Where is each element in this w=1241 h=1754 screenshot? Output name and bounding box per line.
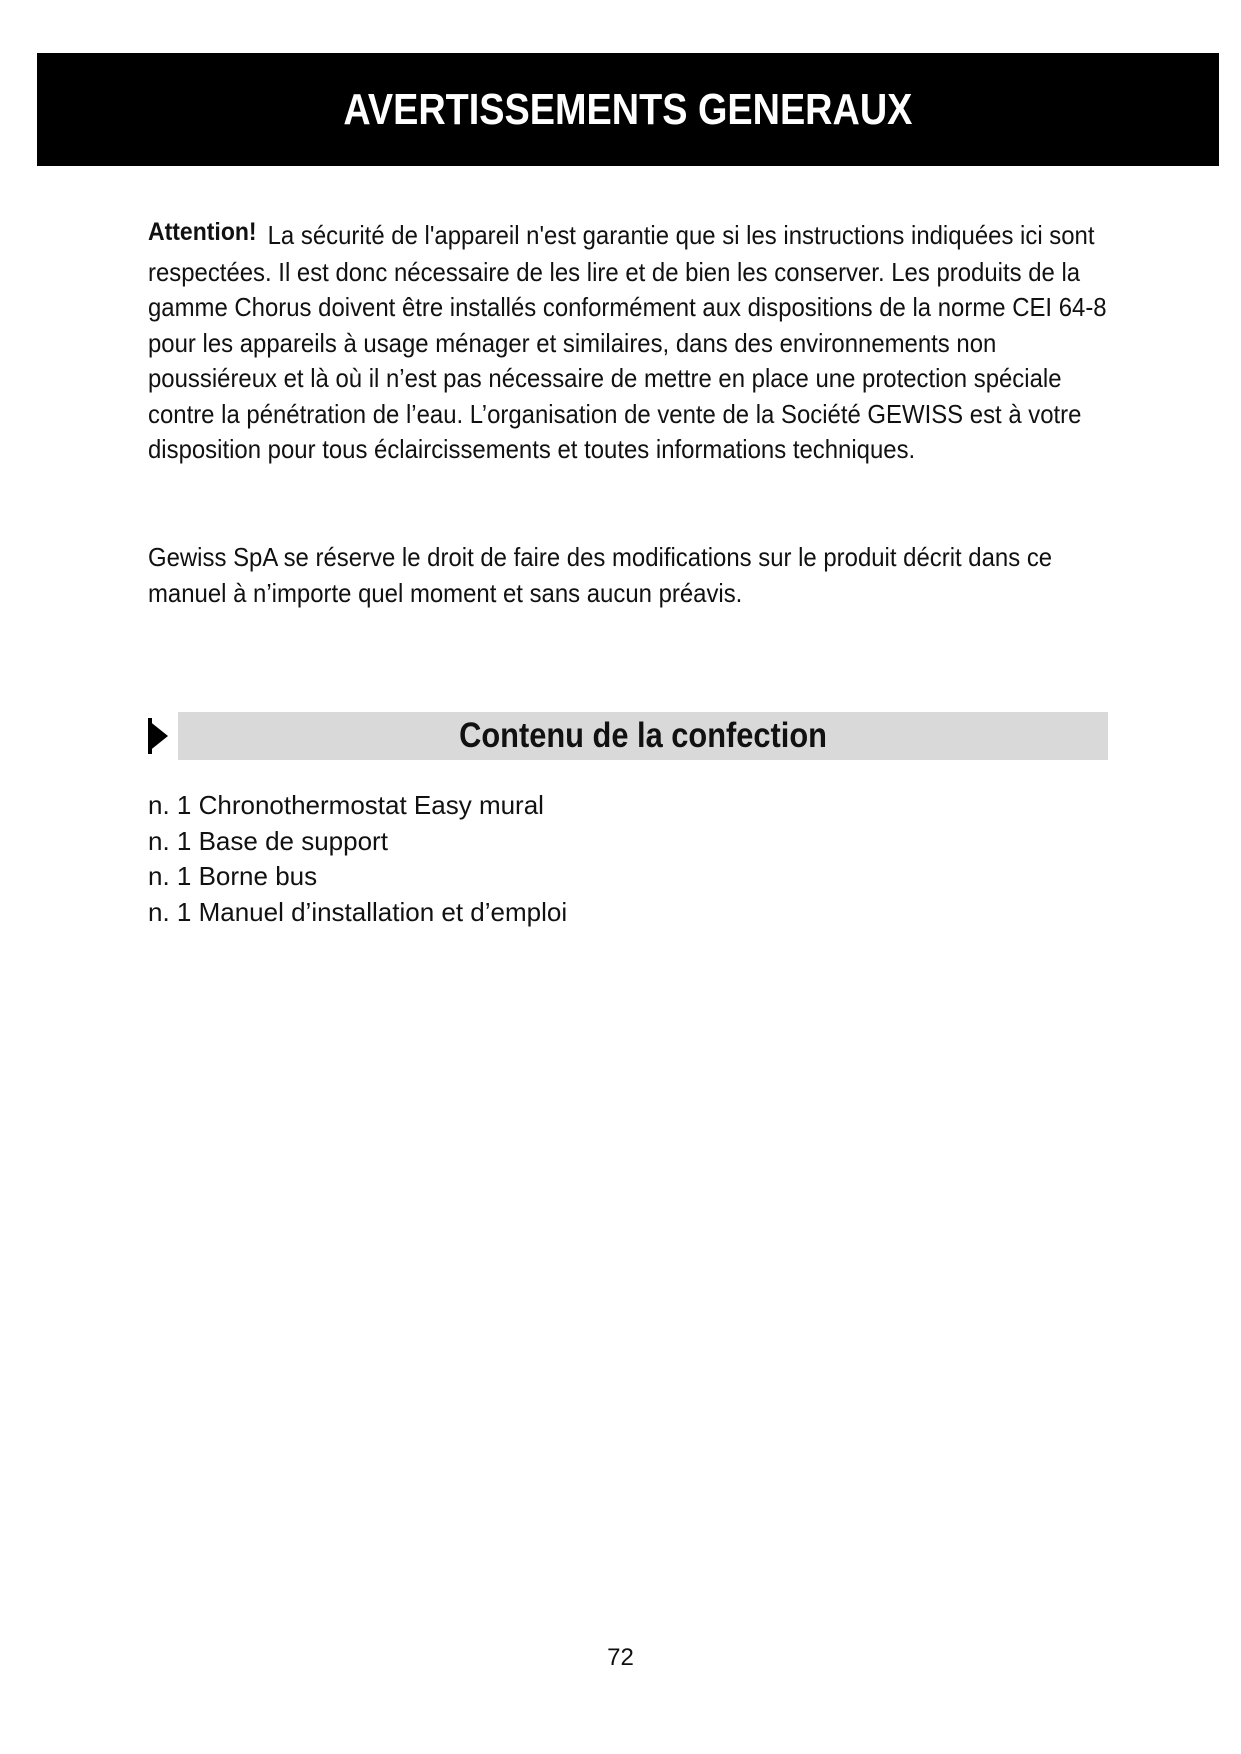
contents-list [148,788,567,930]
list-item: n. 1 Base de support [148,825,388,856]
notice-text: Gewiss SpA se réserve le droit de faire des modifications sur le produit décrit dans ce manuel à n’importe quel moment et sans aucun préavis. [148,542,1053,608]
page-number: 72 [607,1644,634,1671]
warning-paragraph [148,218,1128,468]
section-heading [148,712,1108,760]
warning-text: La sécurité de l'appareil n'est garantie que si les instructions indiquées ici sont respectées. Il est donc nécessaire de les lire et de bien les conserver. Les produits de la gamme Chorus doivent être installés conformément aux dispositions de la norme CEI 64-8 pour les appareils à usage ménager et similaires, dans des environnements non poussiéreux et là où il n’est pas nécessaire de mettre en place une protection spéciale contre la pénétration de l’eau. L’organisation de vente de la Société GEWISS est à votre disposition pour tous éclaircissements et toutes informations techniques. [148,220,1107,464]
page-header [37,53,1219,166]
attention-label: Attention! [148,218,257,246]
list-item: n. 1 Manuel d’installation et d’emploi [148,896,568,927]
section-heading-bar [178,712,1108,760]
list-item: n. 1 Chronothermostat Easy mural [148,790,544,820]
arrow-right-icon [148,720,168,752]
list-item: n. 1 Borne bus [148,861,318,891]
notice-paragraph [148,540,1128,611]
section-title: Contenu de la confection [459,716,827,755]
page-title: AVERTISSEMENTS GENERAUX [343,84,913,134]
